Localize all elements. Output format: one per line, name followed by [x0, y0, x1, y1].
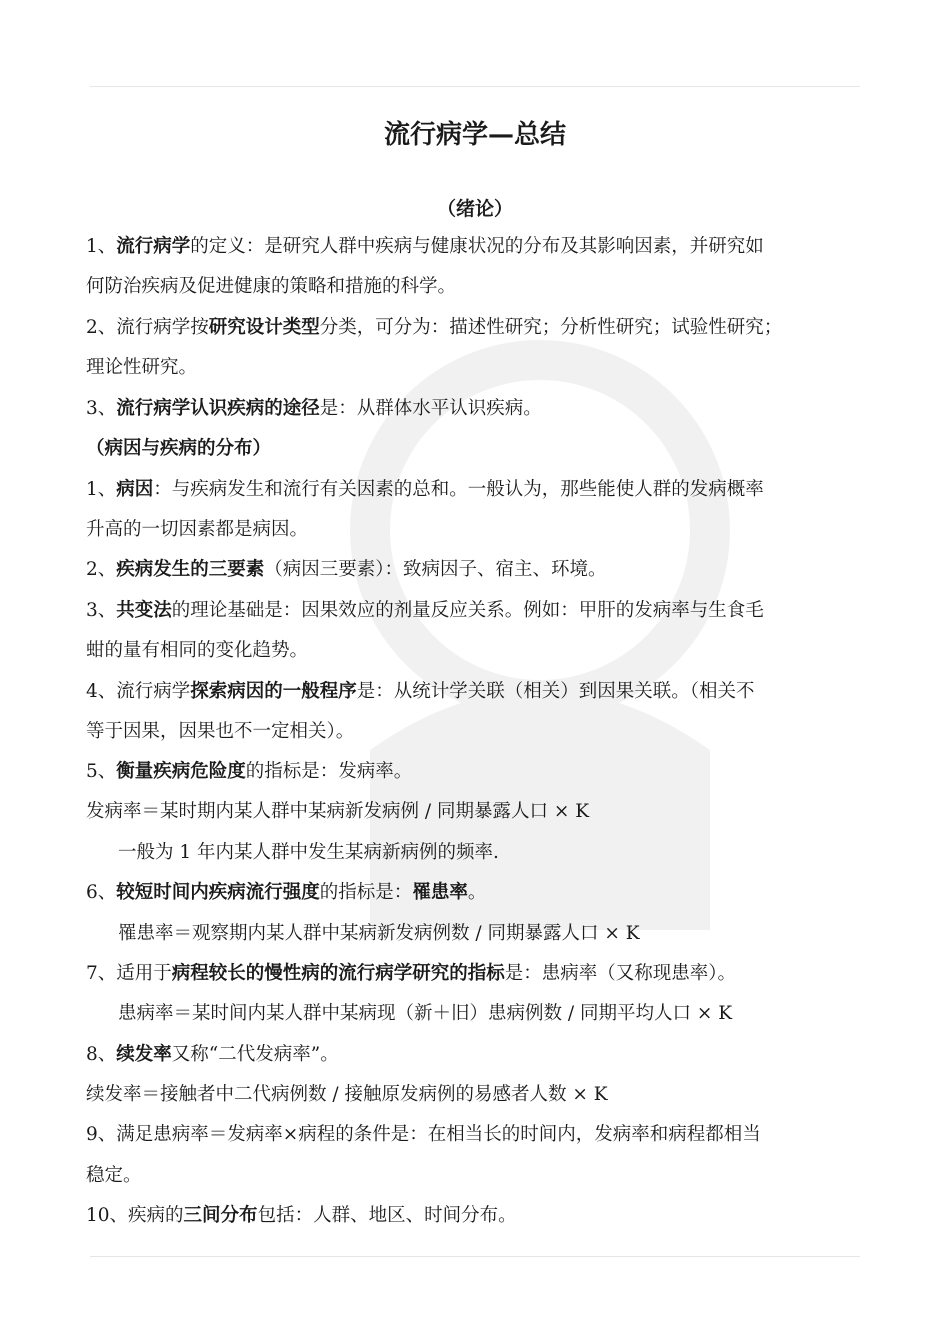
s2-item-3: 3、共变法的理论基础是：因果效应的剂量反应关系。例如：甲肝的发病率与生食毛: [86, 600, 764, 621]
page-title: 流行病学—总结: [383, 120, 566, 150]
s2-item-1: 1、病因：与疾病发生和流行有关因素的总和。一般认为，那些能使人群的发病概率: [86, 479, 764, 500]
s2-item-10: 10、疾病的三间分布包括：人群、地区、时间分布。: [86, 1205, 517, 1226]
formula-prevalence: 患病率＝某时间内某人群中某病现（新＋旧）患病例数 / 同期平均人口 × K: [118, 1003, 733, 1024]
formula-secondary-attack: 续发率＝接触者中二代病例数 / 接触原发病例的易感者人数 × K: [86, 1084, 608, 1105]
section-heading-introduction: （绪论）: [436, 198, 513, 220]
s1-item-3: 3、流行病学认识疾病的途径是：从群体水平认识疾病。: [86, 398, 542, 419]
s2-item-6: 6、较短时间内疾病流行强度的指标是：罹患率。: [86, 882, 487, 903]
s1-item-2: 2、流行病学按研究设计类型分类，可分为：描述性研究；分析性研究；试验性研究；: [86, 317, 783, 338]
s2-item-9: 9、满足患病率＝发病率×病程的条件是：在相当长的时间内，发病率和病程都相当: [86, 1124, 761, 1145]
s2-item-2: 2、疾病发生的三要素（病因三要素）：致病因子、宿主、环境。: [86, 559, 607, 580]
incidence-note: 一般为 1 年内某人群中发生某病新病例的频率.: [118, 842, 499, 863]
s1-item-1-cont: 何防治疾病及促进健康的策略和措施的科学。: [86, 276, 457, 297]
s2-item-7: 7、适用于病程较长的慢性病的流行病学研究的指标是：患病率（又称现患率）。: [86, 963, 737, 984]
s2-item-4: 4、流行病学探索病因的一般程序是：从统计学关联（相关）到因果关联。（相关不: [86, 681, 755, 702]
header-rule: [90, 86, 860, 87]
formula-attack-rate: 罹患率＝观察期内某人群中某病新发病例数 / 同期暴露人口 × K: [118, 923, 640, 944]
s2-item-3-cont: 蚶的量有相同的变化趋势。: [86, 640, 309, 661]
s1-item-2-cont: 理论性研究。: [86, 357, 198, 378]
s1-item-1: 1、流行病学的定义：是研究人群中疾病与健康状况的分布及其影响因素，并研究如: [86, 236, 764, 257]
s2-item-5: 5、衡量疾病危险度的指标是：发病率。: [86, 761, 413, 782]
s2-item-4-cont: 等于因果，因果也不一定相关）。: [86, 721, 355, 742]
s2-item-8: 8、续发率又称“二代发病率”。: [86, 1044, 339, 1065]
section-heading-etiology-distribution: （病因与疾病的分布）: [86, 438, 272, 459]
formula-incidence: 发病率＝某时期内某人群中某病新发病例 / 同期暴露人口 × K: [86, 801, 590, 822]
s2-item-9-cont: 稳定。: [86, 1165, 142, 1186]
footer-rule: [90, 1256, 860, 1257]
s2-item-1-cont: 升高的一切因素都是病因。: [86, 519, 309, 540]
